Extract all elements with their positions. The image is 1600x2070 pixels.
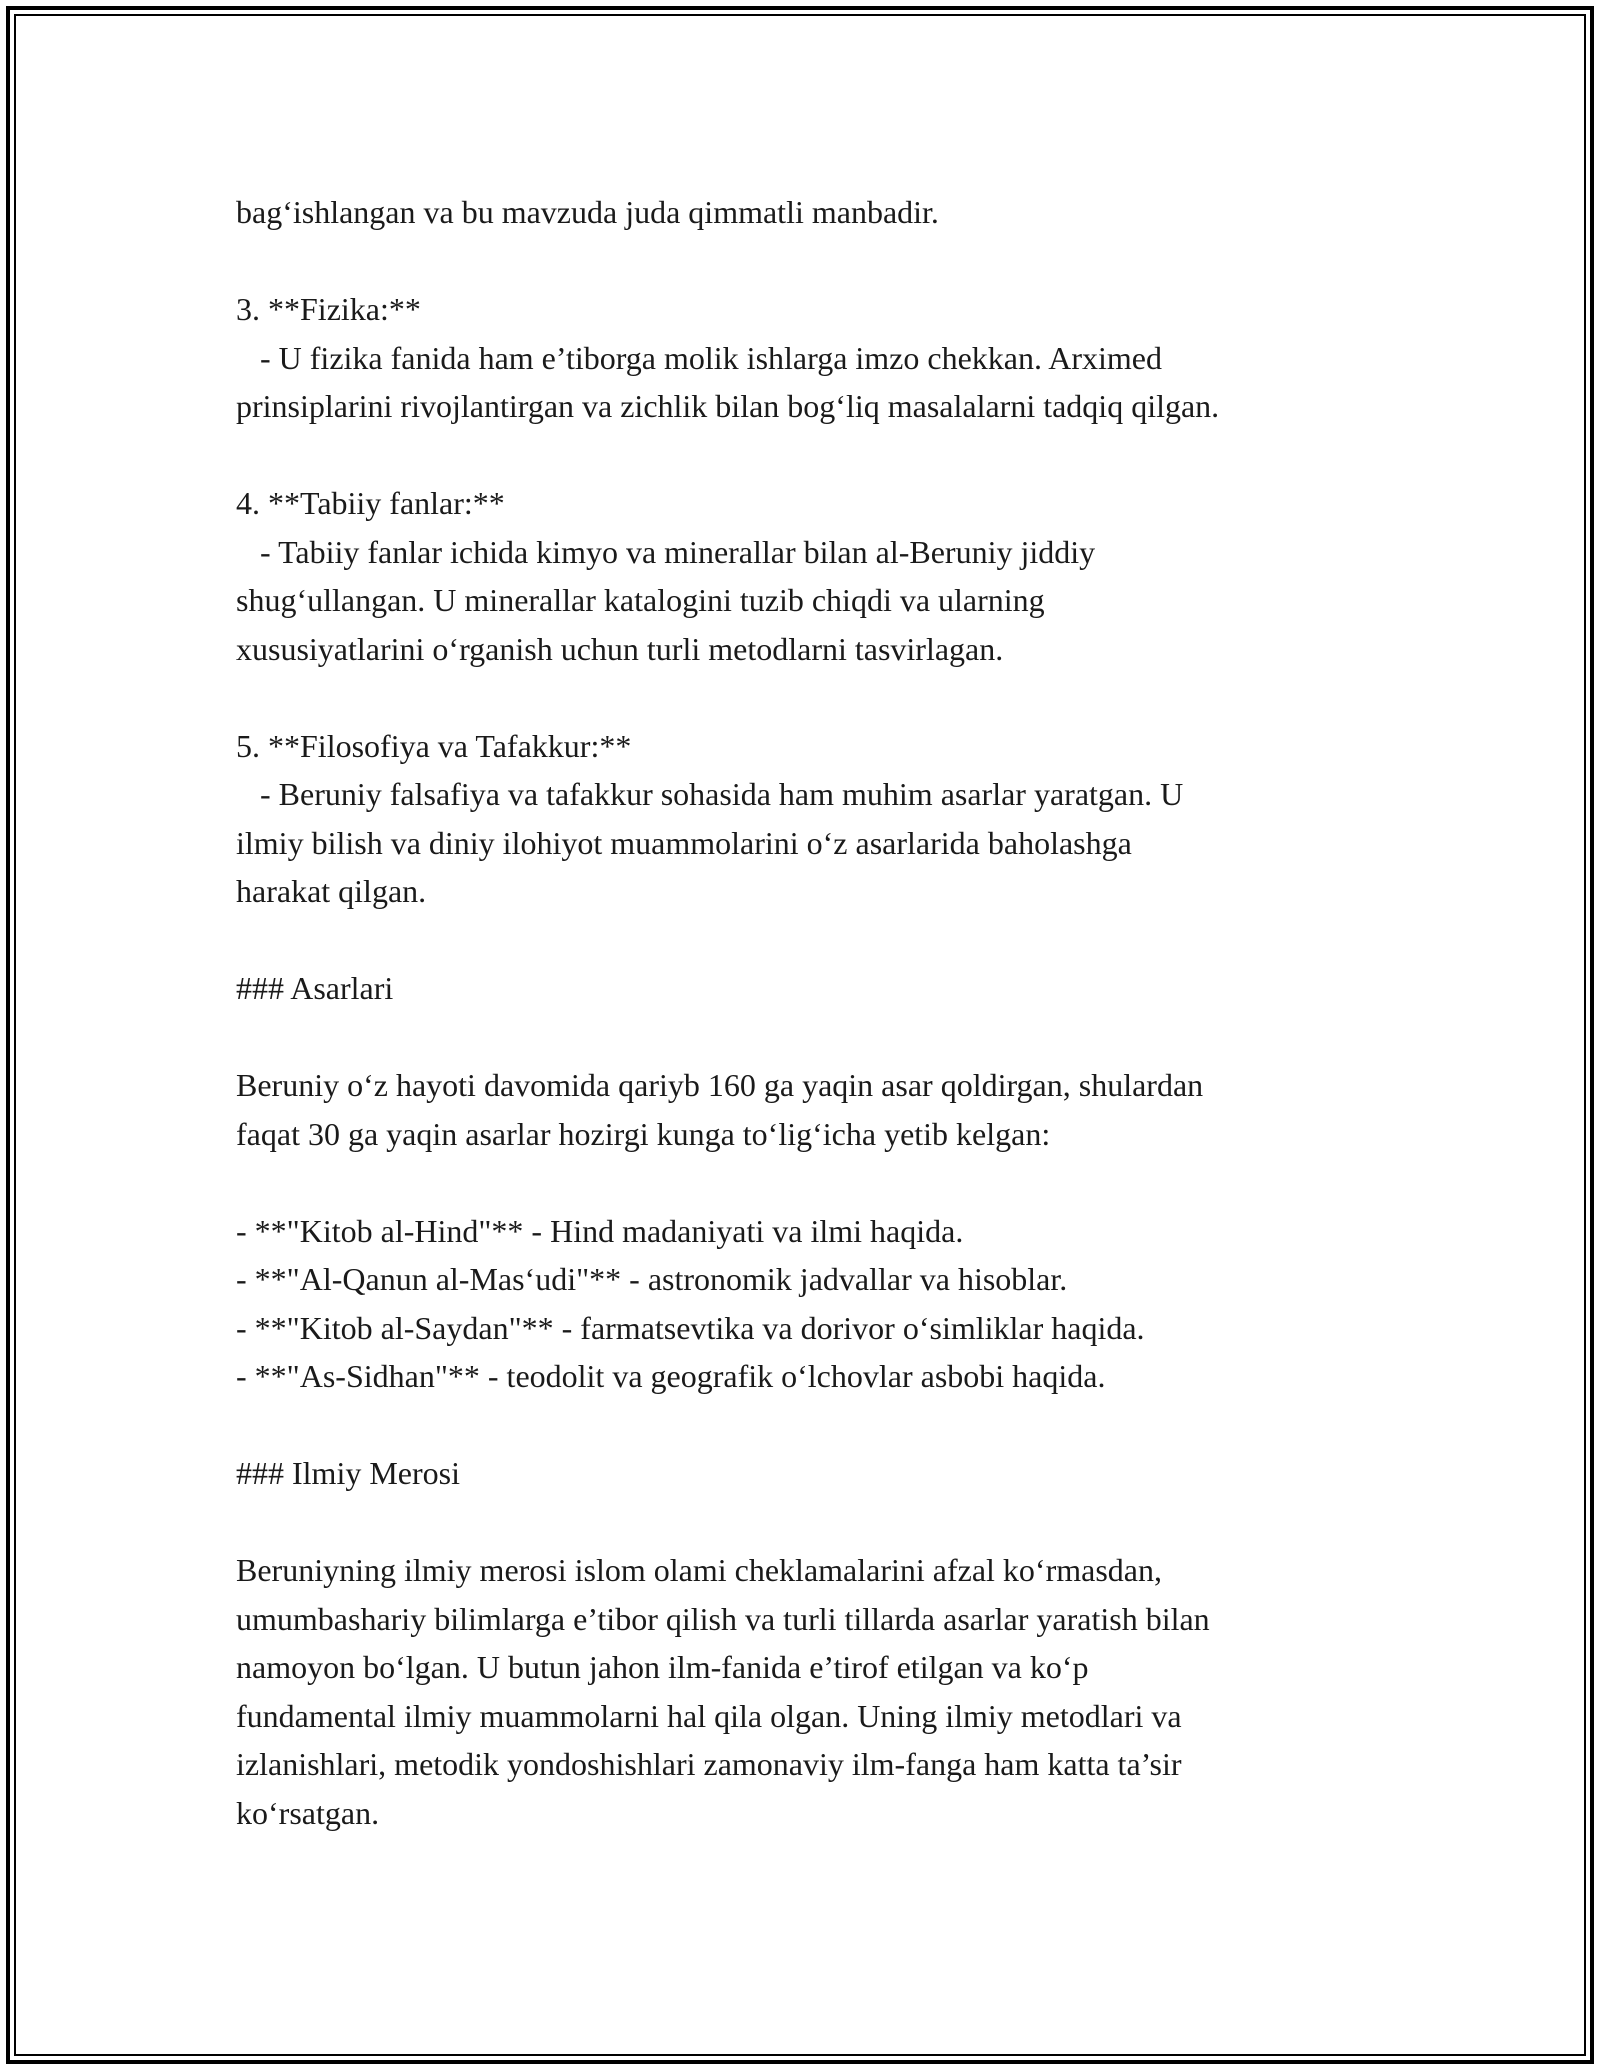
bullet-item: - **"Kitob al-Saydan"** - farmatsevtika va dorivor o‘simliklar haqida.: [236, 1309, 1145, 1346]
spacer: [236, 1013, 1416, 1062]
paragraph-line: umumbashariy bilimlarga e’tibor qilish va turli tillarda asarlar yaratish bilan: [236, 1600, 1210, 1637]
list-item-text-line: - Beruniy falsafiya va tafakkur sohasida ham muhim asarlar yaratgan. U: [236, 776, 1184, 812]
list-item-text-line: ilmiy bilish va diniy ilohiyot muammolarini o‘z asarlarida baholashga: [236, 824, 1132, 861]
list-item-text-line: shug‘ullangan. U minerallar katalogini tuzib chiqdi va ularning: [236, 582, 1045, 618]
spacer: [236, 1158, 1416, 1207]
list-item-text-line: - U fizika fanida ham e’tiborga molik ishlarga imzo chekkan. Arximed: [236, 339, 1162, 376]
bullet-item: - **"Kitob al-Hind"** - Hind madaniyati va ilmi haqida.: [236, 1212, 964, 1249]
list-item-heading-tabiiy-fanlar: 4. **Tabiiy fanlar:**: [236, 485, 505, 521]
list-item-heading-filosofiya: 5. **Filosofiya va Tafakkur:**: [236, 727, 632, 764]
section-heading-ilmiy-merosi: ### Ilmiy Merosi: [236, 1455, 460, 1491]
paragraph-line: Beruniyning ilmiy merosi islom olami cheklamalarini afzal ko‘rmasdan,: [236, 1552, 1162, 1588]
spacer: [236, 237, 1416, 286]
section-heading-asarlari: ### Asarlari: [236, 970, 394, 1006]
paragraph-line: ko‘rsatgan.: [236, 1794, 380, 1831]
spacer: [236, 1498, 1416, 1547]
paragraph-line: faqat 30 ga yaqin asarlar hozirgi kunga to‘lig‘icha yetib kelgan:: [236, 1115, 1051, 1152]
bullet-item: - **"Al-Qanun al-Mas‘udi"** - astronomik jadvallar va hisoblar.: [236, 1261, 1068, 1297]
spacer: [236, 673, 1416, 722]
bullet-item: - **"As-Sidhan"** - teodolit va geografik o‘lchovlar asbobi haqida.: [236, 1358, 1106, 1394]
spacer: [236, 431, 1416, 480]
paragraph-line: namoyon bo‘lgan. U butun jahon ilm-fanida e’tirof etilgan va ko‘p: [236, 1649, 1089, 1685]
list-item-text-line: - Tabiiy fanlar ichida kimyo va minerallar bilan al-Beruniy jiddiy: [236, 533, 1096, 570]
paragraph-line: Beruniy o‘z hayoti davomida qariyb 160 ga yaqin asar qoldirgan, shulardan: [236, 1067, 1204, 1103]
paragraph-line: fundamental ilmiy muammolarni hal qila olgan. Uning ilmiy metodlari va: [236, 1697, 1182, 1734]
paragraph-continuation: bag‘ishlangan va bu mavzuda juda qimmatli manbadir.: [236, 194, 939, 230]
list-item-text-line: xususiyatlarini o‘rganish uchun turli metodlarni tasvirlagan.: [236, 630, 1004, 667]
spacer: [236, 1401, 1416, 1450]
list-item-text-line: prinsiplarini rivojlantirgan va zichlik bilan bog‘liq masalalarni tadqiq qilgan.: [236, 388, 1220, 424]
document-body: [236, 188, 1416, 1837]
paragraph-line: izlanishlari, metodik yondoshishlari zamonaviy ilm-fanga ham katta ta’sir: [236, 1746, 1182, 1782]
list-item-text-line: harakat qilgan.: [236, 873, 427, 909]
spacer: [236, 916, 1416, 965]
list-item-heading-fizika: 3. **Fizika:**: [236, 291, 421, 327]
